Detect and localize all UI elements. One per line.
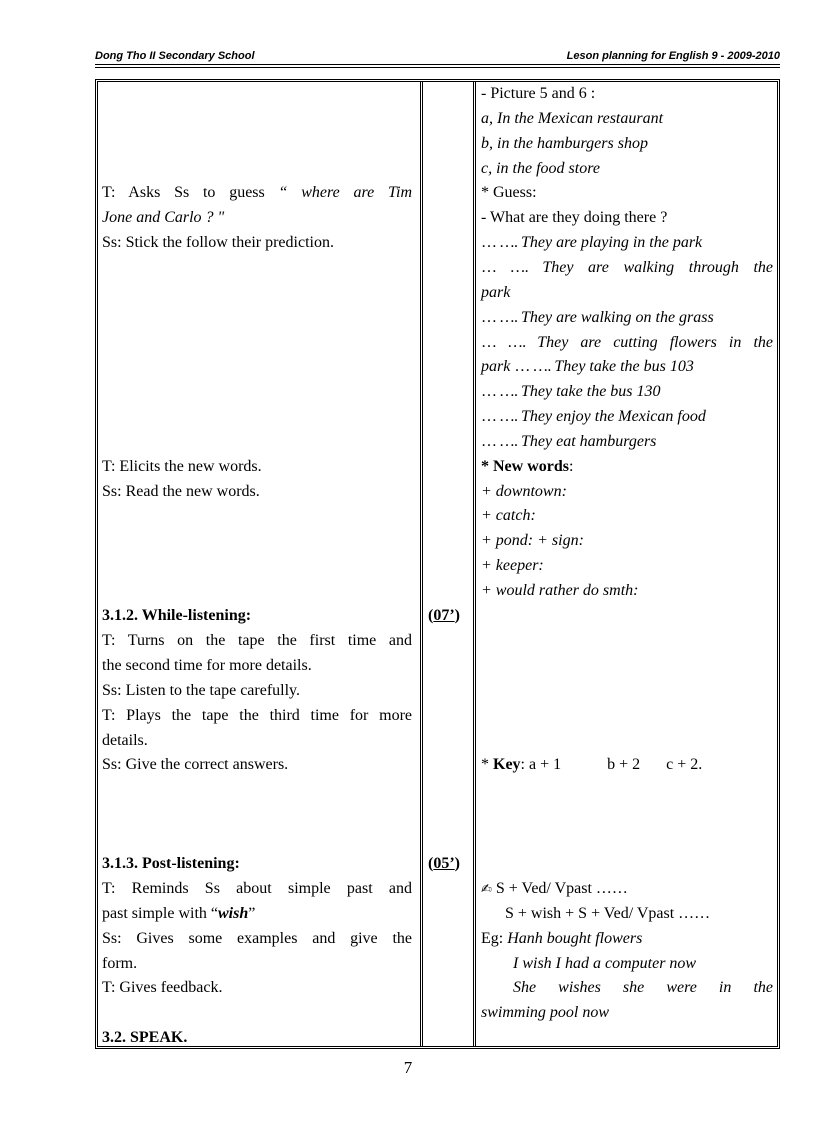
answer-key: * Key: a + 1 b + 2 c + 2. — [481, 756, 703, 773]
while-line-2: the second time for more details. — [102, 657, 312, 674]
picture-a: a, In the Mexican restaurant — [481, 110, 664, 127]
new-word-5: + would rather do smth: — [481, 582, 639, 599]
post-line-1: T: Reminds Ss about simple past and — [102, 880, 412, 897]
header-school: Dong Tho II Secondary School — [95, 50, 255, 62]
column-divider-2 — [473, 82, 476, 1046]
while-line-6: Ss: Give the correct answers. — [102, 756, 289, 773]
new-word-2: + catch: — [481, 507, 536, 524]
new-word-1: + downtown: — [481, 483, 567, 500]
writing-hand-icon: ✍ — [481, 882, 492, 897]
column-divider-1 — [420, 82, 423, 1046]
new-words-heading: * New words: — [481, 458, 574, 475]
question-what: - What are they doing there ? — [481, 209, 668, 226]
example-3-cont: swimming pool now — [481, 1004, 610, 1021]
page-number: 7 — [403, 1058, 413, 1077]
picture-b: b, in the hamburgers shop — [481, 135, 648, 152]
post-line-3: Ss: Gives some examples and give the — [102, 930, 412, 947]
while-line-4: T: Plays the tape the third time for more — [102, 707, 412, 724]
post-line-2: past simple with “wish” — [102, 905, 256, 922]
guess-3: … …. They are walking on the grass — [481, 309, 714, 326]
guess-label: * Guess: — [481, 184, 537, 201]
formula-line-2: S + wish + S + Ved/ Vpast …… — [505, 905, 711, 922]
picture-label: - Picture 5 and 6 : — [481, 85, 596, 102]
while-line-5: details. — [102, 732, 148, 749]
guess-4: … …. They are cutting flowers in the — [481, 334, 774, 351]
while-line-3: Ss: Listen to the tape carefully. — [102, 682, 301, 699]
left-guess-line-2: Jone and Carlo ? " — [102, 209, 225, 226]
formula-line-1: ✍ S + Ved/ Vpast …… — [481, 880, 628, 897]
guess-2-cont: park — [481, 284, 511, 301]
guess-7: … …. They eat hamburgers — [481, 433, 657, 450]
left-guess-line-1: T: Asks Ss to guess “ where are Tim — [102, 184, 413, 201]
post-line-5: T: Gives feedback. — [102, 979, 223, 996]
header-rule-2 — [95, 67, 780, 68]
guess-5: … …. They take the bus 130 — [481, 383, 661, 400]
time-while-listening: (07’) — [428, 607, 460, 624]
picture-c: c, in the food store — [481, 160, 600, 177]
guess-4-cont: park … …. They take the bus 103 — [481, 358, 694, 375]
while-line-1: T: Turns on the tape the first time and — [102, 632, 412, 649]
header-title: Leson planning for English 9 - 2009-2010 — [566, 50, 780, 62]
example-3: She wishes she were in the — [513, 979, 773, 996]
left-ss-stick: Ss: Stick the follow their prediction. — [102, 234, 334, 251]
speak-heading: 3.2. SPEAK. — [102, 1029, 188, 1046]
left-elicit: T: Elicits the new words. — [102, 458, 262, 475]
guess-6: … …. They enjoy the Mexican food — [481, 408, 706, 425]
header-rule — [95, 64, 780, 65]
guess-2: … …. They are walking through the — [481, 259, 774, 276]
post-listening-heading: 3.1.3. Post-listening: — [102, 855, 240, 872]
time-post-listening: (05’) — [428, 855, 460, 872]
while-listening-heading: 3.1.2. While-listening: — [102, 607, 252, 624]
example-1: Eg: Hanh bought flowers — [481, 930, 643, 947]
left-read-words: Ss: Read the new words. — [102, 483, 260, 500]
new-word-3: + pond: + sign: — [481, 532, 584, 549]
guess-1: … …. They are playing in the park — [481, 234, 703, 251]
example-2: I wish I had a computer now — [513, 955, 697, 972]
new-word-4: + keeper: — [481, 557, 544, 574]
post-line-4: form. — [102, 955, 138, 972]
